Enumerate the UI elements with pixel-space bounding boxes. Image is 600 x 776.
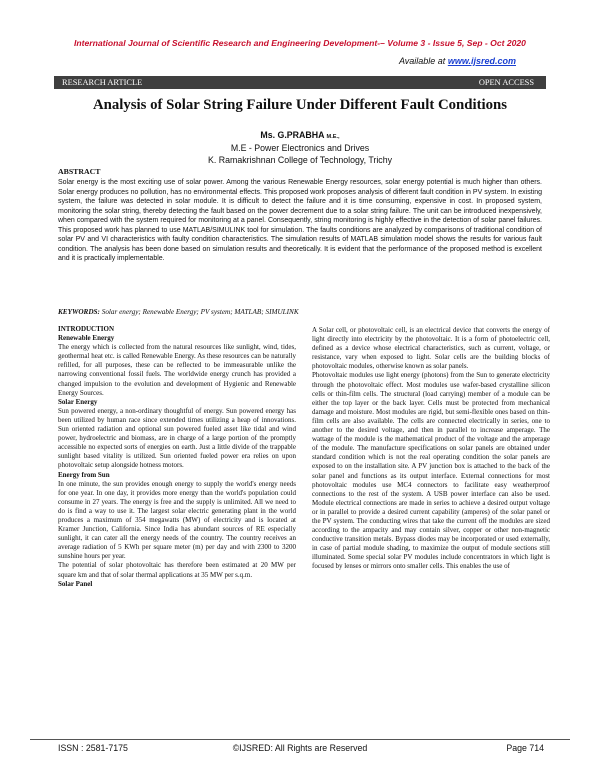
footer-divider [30, 739, 570, 740]
available-prefix: Available at [398, 56, 448, 66]
solar-cell-paragraph: A Solar cell, or photovoltaic cell, is an electrical device that converts the energy of light directly into electricity by the photovoltaic. It is a form of photoelectric cell, defined as a device whose electrical characteristics, such as current, voltage, or resistance, vary when exposed to light. Solar cells are the building blocks of photovoltaic modules, otherwise known as solar panels. [312, 326, 550, 371]
energy-from-sun-paragraph: In one minute, the sun provides enough energy to supply the world's energy needs for one year. In one day, it provides more energy than the world's population could consume in 27 years. The energy is free and the supply is unlimited. All we need to do is find a way to use it. The largest solar electric generating plant in the world produces a maximum of 354 megawatts (MW) of electricity and is located at Kramer Junction, California. Since India has abundant sources of RE especially sunlight, it can cater all the energy needs of the country. The country receives an average radiation of 5 KWh per square meter (m) per day and with 2300 to 3200 sunshine hours per year. [58, 479, 296, 561]
paper-title: Analysis of Solar String Failure Under Different Fault Conditions [92, 97, 508, 113]
footer-issn: ISSN : 2581-7175 [58, 743, 128, 753]
footer-page-number: Page 714 [506, 743, 544, 753]
solar-panel-heading: Solar Panel [58, 579, 93, 588]
solar-energy-heading: Solar Energy [58, 397, 98, 406]
introduction-heading: INTRODUCTION [58, 325, 115, 333]
author-degree: M.E., [326, 134, 340, 140]
energy-from-sun-heading: Energy from Sun [58, 470, 110, 479]
author-line [0, 130, 600, 140]
keywords-line [58, 308, 542, 316]
author-name: Ms. G.PRABHA [260, 130, 325, 140]
affiliation-department: M.E - Power Electronics and Drives [230, 143, 370, 153]
solar-energy-paragraph: Sun powered energy, a non-ordinary thoughtful of energy. Sun powered energy has been utilized by human race since extended times utilizing a heap of innovations. Sun oriented radiation and optional sun powered fueled asset like tidal and wind power, hydroelectric and biomass, are in charge of a large portion of the promptly accessible no expected sorts of energies on earth. Just a little divide of the trappable sunlight based vitality is utilized. Sun oriented fueled power era relies on upon photovoltaic setup alongside hotness motors. [58, 406, 296, 470]
left-column [58, 325, 296, 589]
renewable-energy-heading: Renewable Energy [58, 334, 115, 343]
affiliation-college: K. Ramakrishnan College of Technology, Trichy [207, 155, 392, 165]
open-access-label: OPEN ACCESS [478, 78, 534, 87]
right-column [312, 326, 550, 572]
journal-url-link[interactable]: www.ijsred.com [447, 56, 516, 66]
abstract-heading: ABSTRACT [58, 167, 101, 176]
journal-header: International Journal of Scientific Research and Engineering Development-– Volume 3 - Issue 5, Sep - Oct 2020 [74, 38, 526, 48]
abstract-text: Solar energy is the most exciting use of solar power. Among the various Renewable Energy resources, solar energy potential is much higher than others. Solar energy produces no pollution, has no environmental effects. This proposed work proposes analysis of different fault condition in PV system. In existing system, the failure was detected in solar module. It is difficult to detect the failure and it is time consuming, expensive in cost. In proposed system, monitoring the solar string, thereby detecting the fault based on the power decrement due to a solar string failure. The unit can be introduced inexpensively, when compared with the system required for monitoring at a panel. Consequently, string monitoring is highly effective in the detection of solar panel failures. This proposed work has planned to use MATLAB/SIMULINK tool for simulation. The faults conditions are analyzed by comparisons of traditional condition of solar PV and VI characteristics with faulty condition characteristics. The simulation results of MATLAB simulation model shows the results for various fault condition. The analysis has been done based on simulation results and theoretically. It is evident that the performance of the proposed method is excellent and it is practically implementable. [58, 179, 542, 262]
pv-modules-paragraph: Photovoltaic modules use light energy (photons) from the Sun to generate electricity through the photovoltaic effect. Most modules use wafer-based crystalline silicon cells or thin-film cells. The structural (load carrying) member of a module can be either the top layer or the back layer. Cells must be protected from mechanical damage and moisture. Most modules are rigid, but semi-flexible ones based on thin-film cells are also available. The cells are connected electrically in series, one to another to the desired voltage, and then in parallel to increase amperage. The wattage of the module is the mathematical product of the voltage and the amperage of the module. The manufacture specifications on solar panels are obtained under standard condition which is not the real operating condition the solar panels are exposed to on the installation site. A PV junction box is attached to the back of the solar panel and functions as its output interface. External connections for most photovoltaic modules use MC4 connectors to facilitate easy weatherproof connections to the rest of the system. A USB power interface can also be used. Module electrical connections are made in series to achieve a desired output voltage or in parallel to provide a desired current capability (amperes) of the solar panel or the PV system. The conducting wires that take the current off the modules are sized according to the ampacity and may contain silver, copper or other non-magnetic conductive transition metals. Bypass diodes may be incorporated or used externally, in case of partial module shading, to maximize the output of module sections still illuminated. Some special solar PV modules include concentrators in which light is focused by lenses or mirrors onto smaller cells. This enables the use of [312, 371, 550, 571]
keywords-label: KEYWORDS: [58, 308, 100, 316]
renewable-energy-paragraph: The energy which is collected from the natural resources like sunlight, wind, tides, geothermal heat etc. is called Renewable Energy. As these resources can be naturally refilled, for all purposes, these can be reflected to be immeasurable unlike the narrowing conventional fossil fuels. The worldwide energy crunch has provided a changed impulsion to the evolution and development of Hygienic and Renewable Energy Sources. [58, 343, 296, 397]
pv-potential-paragraph: The potential of solar photovoltaic has therefore been estimated at 20 MW per square km and that of solar thermal applications at 35 MW per s.q.m. [58, 561, 296, 579]
footer-copyright: ©IJSRED: All Rights are Reserved [232, 743, 368, 753]
keywords-list: Solar energy; Renewable Energy; PV system; MATLAB; SIMULINK [101, 308, 299, 316]
article-type-banner [54, 76, 546, 89]
research-article-label: RESEARCH ARTICLE [62, 78, 143, 87]
availability-line [399, 56, 516, 66]
